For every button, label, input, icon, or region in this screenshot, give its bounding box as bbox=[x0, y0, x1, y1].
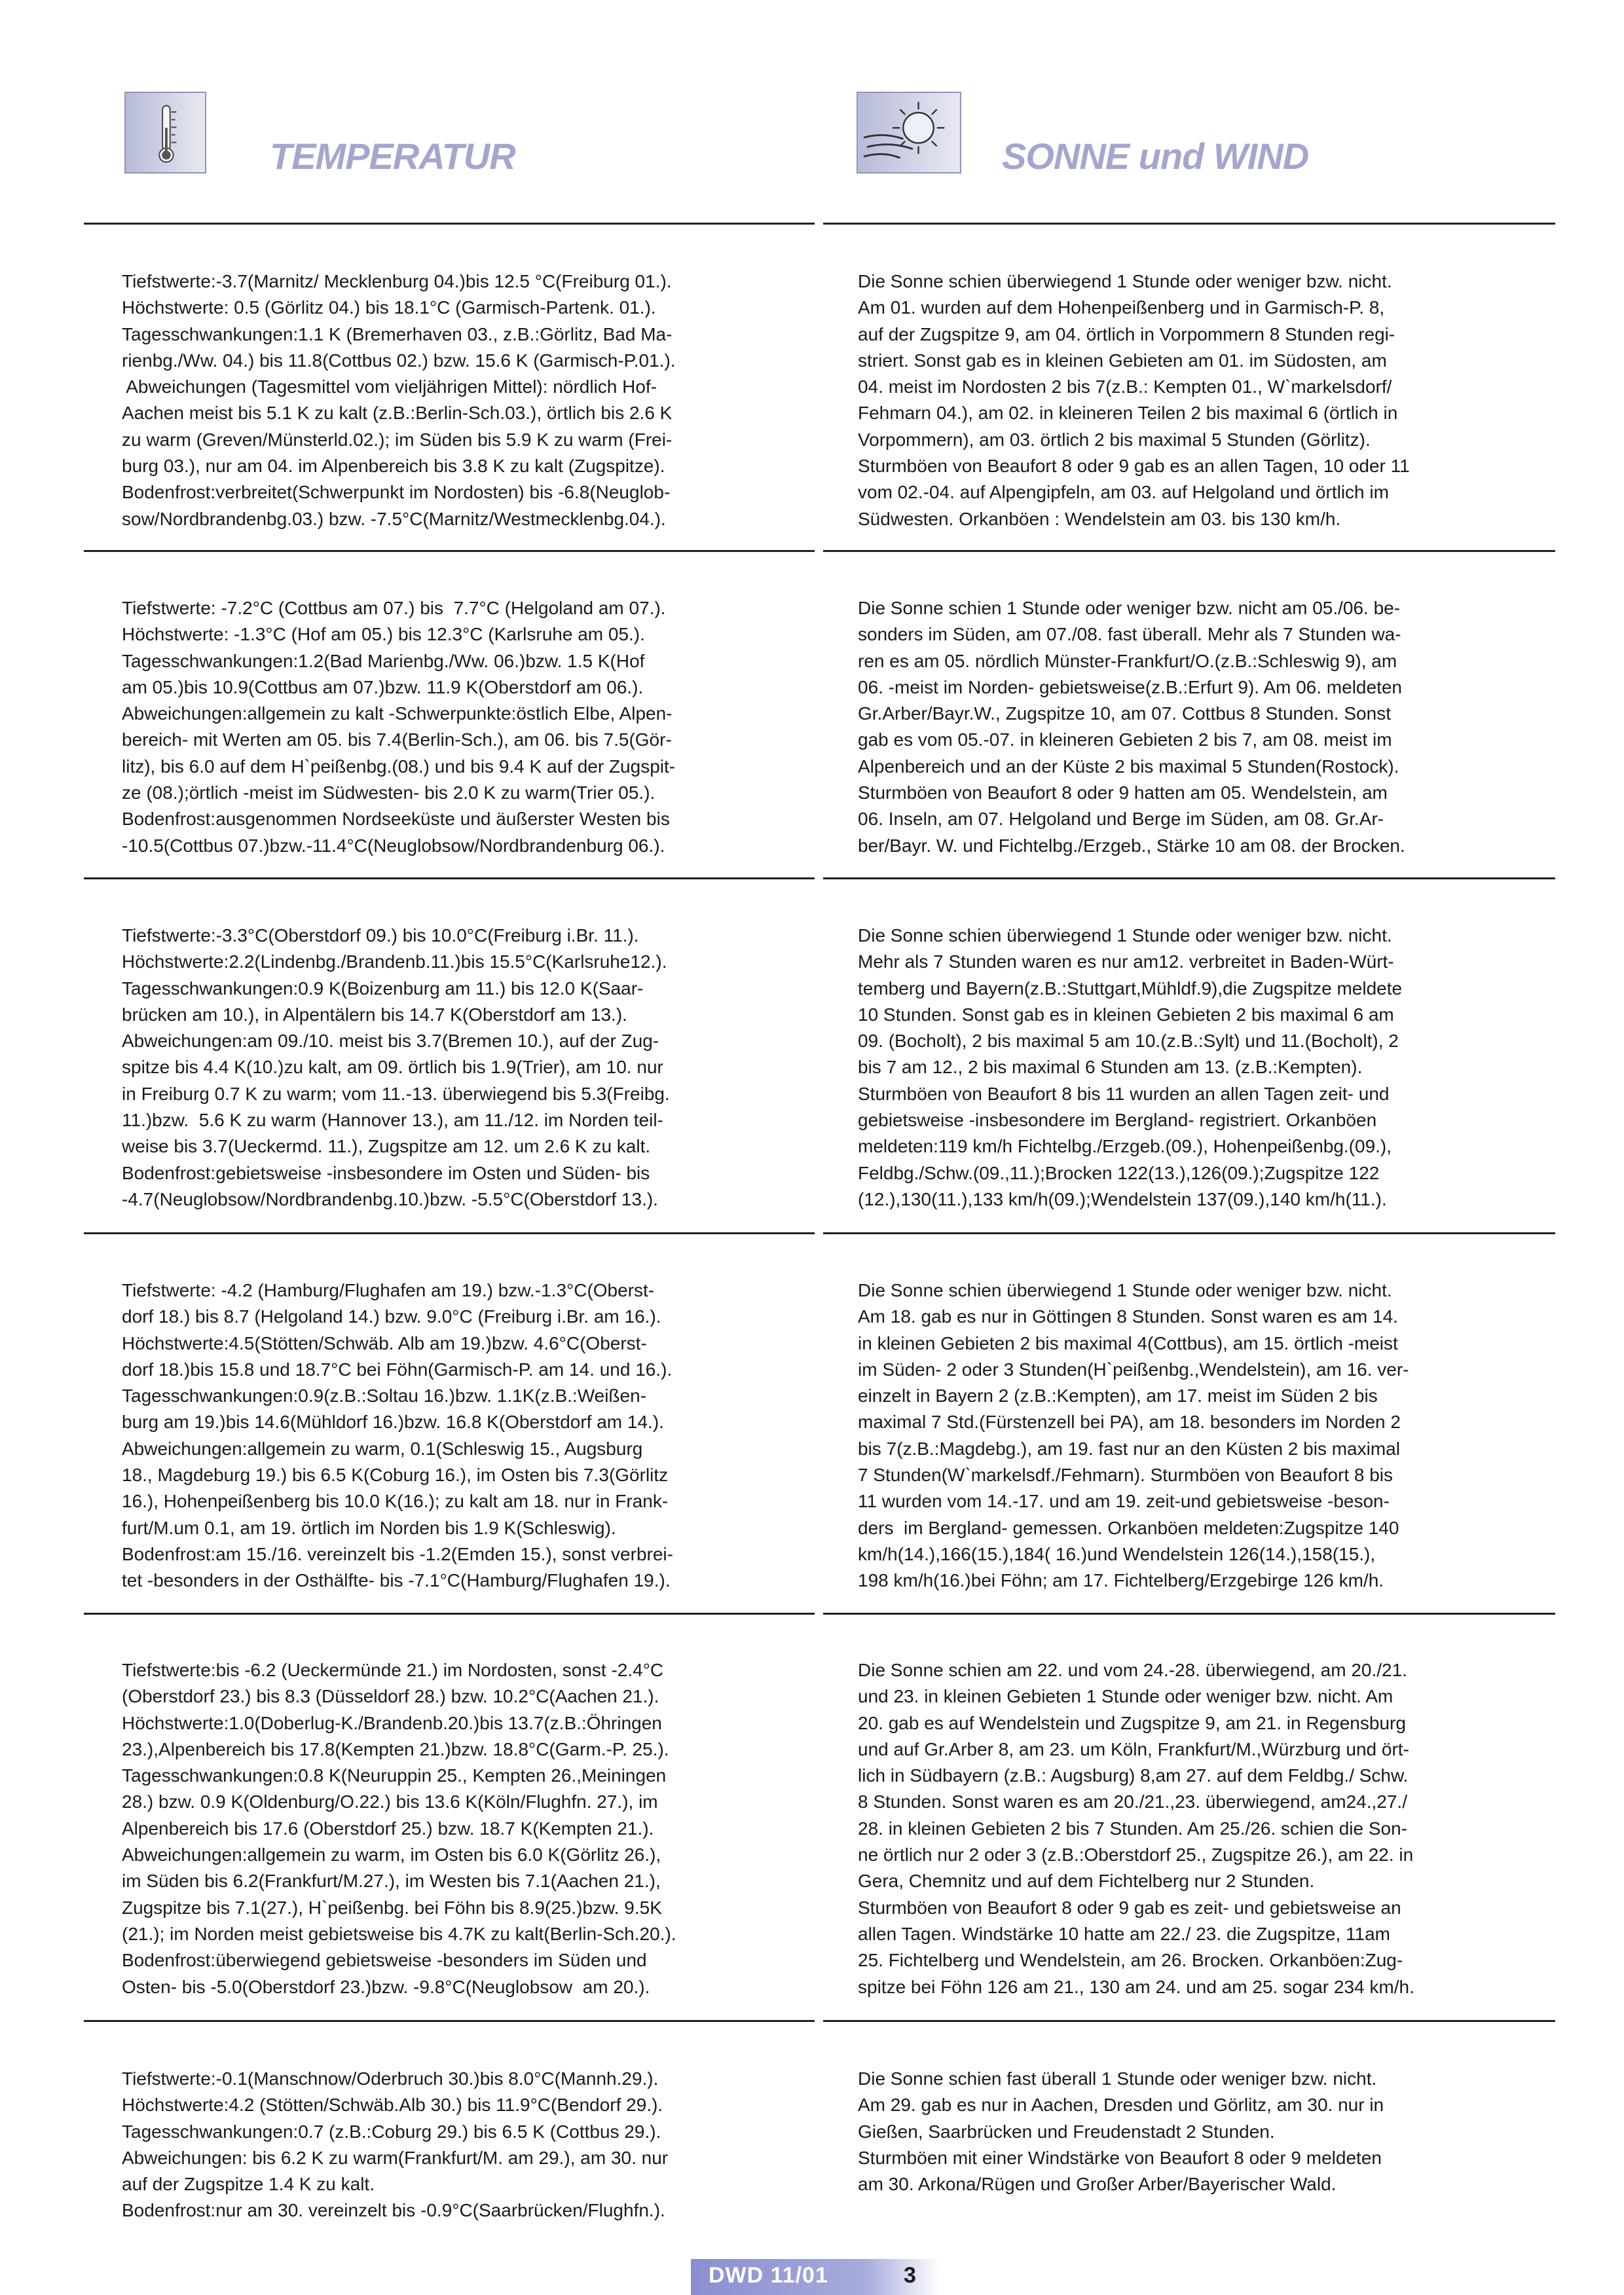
temperature-block-4: Tiefstwerte: -4.2 (Hamburg/Flughafen am 19.) bzw.-1.3°C(Oberst- dorf 18.) bis 8.7 (Helgoland 14.) bzw. 9.0°C (Freiburg i.Br. am 16.). Höchstwerte:4.5(Stötten/Schwäb. Alb am 19.)bzw. 4.6°C(Oberst- dorf 18.)bis 15.8 und 18.7°C bei Föhn(Garmisch-P. am 14. und 16.). Tagesschwankungen:0.9(z.B.:Soltau 16.)bzw. 1.1K(z.B.:Weißen- burg am 19.)bis 14.6(Mühldorf 16.)bzw. 16.8 K(Oberstdorf am 14.). Abweichungen:allgemein zu warm, 0.1(Schleswig 15., Augsburg 18., Magdeburg 19.) bis 6.5 K(Coburg 16.), im Osten bis 7.3(Görlitz 16.), Hohenpeißenberg bis 10.0 K(16.); zu kalt am 18. nur in Frank- furt/M.um 0.1, am 19. örtlich im Norden bis 1.9 K(Schleswig). Bodenfrost:am 15./16. vereinzelt bis -1.2(Emden 15.), sonst verbrei- tet -besonders in der Osthälfte- bis -7.1°C(Hamburg/Flughafen 19.). bbox=[122, 1280, 673, 1591]
footer-issue: DWD 11/01 bbox=[709, 2263, 828, 2288]
section-rule-left-4 bbox=[84, 1613, 815, 1615]
section-rule-left-3 bbox=[84, 1232, 815, 1234]
temperature-block-6: Tiefstwerte:-0.1(Manschnow/Oderbruch 30.)bis 8.0°C(Mannh.29.). Höchstwerte:4.2 (Stötten/Schwäb.Alb 30.) bis 11.9°C(Bendorf 29.). Tagesschwankungen:0.7 (z.B.:Coburg 29.) bis 6.5 K (Cottbus 29.). Abweichungen: bis 6.2 K zu warm(Frankfurt/M. am 29.), am 30. nur auf der Zugspitze 1.4 K zu kalt. Bodenfrost:nur am 30. vereinzelt bis -0.9°C(Saarbrücken/Flughfn.). bbox=[122, 2068, 669, 2221]
sun-wind-block-1: Die Sonne schien überwiegend 1 Stunde oder weniger bzw. nicht. Am 01. wurden auf dem Hohenpeißenberg und in Garmisch-P. 8, auf der Zugspitze 9, am 04. örtlich in Vorpommern 8 Stunden regi- striert. Sonst gab es in kleinen Gebieten am 01. im Südosten, am 04. meist im Nordosten 2 bis 7(z.B.: Kempten 01., W`markelsdorf/ Fehmarn 04.), am 02. in kleineren Teilen 2 bis maximal 6 (örtlich in Vorpommern), am 03. örtlich 2 bis maximal 5 Stunden (Görlitz). Sturmböen von Beaufort 8 oder 9 gab es an allen Tagen, 10 oder 11 vom 02.-04. auf Alpengipfeln, am 03. auf Helgoland und örtlich im Südwesten. Orkanböen : Wendelstein am 03. bis 130 km/h. bbox=[858, 271, 1410, 529]
top-rule-left bbox=[84, 223, 815, 225]
page-number: 3 bbox=[904, 2263, 916, 2288]
temperature-block-2: Tiefstwerte: -7.2°C (Cottbus am 07.) bis 7.7°C (Helgoland am 07.). Höchstwerte: -1.3°C (Hof am 05.) bis 12.3°C (Karlsruhe am 05.). Tagesschwankungen:1.2(Bad Marienbg./Ww. 06.)bzw. 1.5 K(Hof am 05.)bis 10.9(Cottbus am 07.)bzw. 11.9 K(Oberstdorf am 06.). Abweichungen:allgemein zu kalt -Schwerpunkte:östlich Elbe, Alpen- bereich- mit Werten am 05. bis 7.4(Berlin-Sch.), am 06. bis 7.5(Gör- litz), bis 6.0 auf dem H`peißenbg.(08.) und bis 9.4 K auf der Zugspit- ze (08.);örtlich -meist im Südwesten- bis 2.0 K zu warm(Trier 05.). Bodenfrost:ausgenommen Nordseeküste und äußerster Westen bis -10.5(Cottbus 07.)bzw.-11.4°C(Neuglobsow/Nordbrandenburg 06.). bbox=[122, 598, 676, 856]
sun-wind-block-5: Die Sonne schien am 22. und vom 24.-28. überwiegend, am 20./21. und 23. in kleinen Gebieten 1 Stunde oder weniger bzw. nicht. Am 20. gab es auf Wendelstein und Zugspitze 9, am 21. in Regensburg und auf Gr.Arber 8, am 23. um Köln, Frankfurt/M.,Würzburg und ört- lich in Südbayern (z.B.: Augsburg) 8,am 27. auf dem Feldbg./ Schw. 8 Stunden. Sonst waren es am 20./21.,23. überwiegend, am24.,27./ 28. in kleinen Gebieten 2 bis 7 Stunden. Am 25./26. schien die Son- ne örtlich nur 2 oder 3 (z.B.:Oberstdorf 25., Zugspitze 26.), am 22. in Gera, Chemnitz und auf dem Fichtelberg nur 2 Stunden. Sturmböen von Beaufort 8 oder 9 gab es zeit- und gebietsweise an allen Tagen. Windstärke 10 hatte am 22./ 23. die Zugspitze, 11am 25. Fichtelberg und Wendelstein, am 26. Brocken. Orkanböen:Zug- spitze bei Föhn 126 am 21., 130 am 24. und am 25. sogar 234 km/h. bbox=[858, 1660, 1414, 1997]
thermometer-icon bbox=[124, 92, 206, 174]
sun-wind-icon bbox=[857, 92, 961, 174]
section-rule-right-3 bbox=[823, 1232, 1555, 1234]
section-rule-right-5 bbox=[823, 2020, 1555, 2022]
section-rule-left-5 bbox=[84, 2020, 815, 2022]
top-rule-right bbox=[823, 223, 1555, 225]
sun-wind-block-6: Die Sonne schien fast überall 1 Stunde oder weniger bzw. nicht. Am 29. gab es nur in Aachen, Dresden und Görlitz, am 30. nur in Gießen, Saarbrücken und Freudenstadt 2 Stunden. Sturmböen mit einer Windstärke von Beaufort 8 oder 9 meldeten am 30. Arkona/Rügen und Großer Arber/Bayerischer Wald. bbox=[858, 2068, 1384, 2195]
section-rule-left-2 bbox=[84, 877, 815, 879]
temperature-block-1: Tiefstwerte:-3.7(Marnitz/ Mecklenburg 04.)bis 12.5 °C(Freiburg 01.). Höchstwerte: 0.5 (Görlitz 04.) bis 18.1°C (Garmisch-Partenk. 01.). Tagesschwankungen:1.1 K (Bremerhaven 03., z.B.:Görlitz, Bad Ma- rienbg./Ww. 04.) bis 11.8(Cottbus 02.) bzw. 15.6 K (Garmisch-P.01.). Abweichungen (Tagesmittel vom vieljährigen Mittel): nördlich Hof- Aachen meist bis 5.1 K zu kalt (z.B.:Berlin-Sch.03.), örtlich bis 2.6 K zu warm (Greven/Münsterld.02.); im Süden bis 5.9 K zu warm (Frei- burg 03.), nur am 04. im Alpenbereich bis 3.8 K zu kalt (Zugspitze). Bodenfrost:verbreitet(Schwerpunkt im Nordosten) bis -6.8(Neuglob- sow/Nordbrandenbg.03.) bzw. -7.5°C(Marnitz/Westmecklenbg.04.). bbox=[122, 271, 676, 529]
sun-wind-block-3: Die Sonne schien überwiegend 1 Stunde oder weniger bzw. nicht. Mehr als 7 Stunden waren es nur am12. verbreitet in Baden-Würt- temberg und Bayern(z.B.:Stuttgart,Mühldf.9),die Zugspitze meldete 10 Stunden. Sonst gab es in kleinen Gebieten 2 bis maximal 6 am 09. (Bocholt), 2 bis maximal 5 am 10.(z.B.:Sylt) und 11.(Bocholt), 2 bis 7 am 12., 2 bis maximal 6 Stunden am 13. (z.B.:Kempten). Sturmböen von Beaufort 8 bis 11 wurden an allen Tagen zeit- und gebietsweise -insbesondere im Bergland- registriert. Orkanböen meldeten:119 km/h Fichtelbg./Erzgeb.(09.), Hohenpeißenbg.(09.), Feldbg./Schw.(09.,11.);Brocken 122(13.),126(09.);Zugspitze 122 (12.),130(11.),133 km/h(09.);Wendelstein 137(09.),140 km/h(11.). bbox=[858, 925, 1403, 1209]
section-rule-right-1 bbox=[823, 550, 1555, 552]
sun-wind-block-4: Die Sonne schien überwiegend 1 Stunde oder weniger bzw. nicht. Am 18. gab es nur in Göttingen 8 Stunden. Sonst waren es am 14. in kleinen Gebieten 2 bis maximal 4(Cottbus), am 15. örtlich -meist im Süden- 2 oder 3 Stunden(H`peißenbg.,Wendelstein), am 16. ver- einzelt in Bayern 2 (z.B.:Kempten), am 17. meist im Süden 2 bis maximal 7 Std.(Fürstenzell bei PA), am 18. besonders im Norden 2 bis 7(z.B.:Magdebg.), am 19. fast nur an den Küsten 2 bis maximal 7 Stunden(W`markelsdf./Fehmarn). Sturmböen von Beaufort 8 bis 11 wurden vom 14.-17. und am 19. zeit-und gebietsweise -beson- ders im Bergland- gemessen. Orkanböen meldeten:Zugspitze 140 km/h(14.),166(15.),184( 16.)und Wendelstein 126(14.),158(15.), 198 km/h(16.)bei Föhn; am 17. Fichtelberg/Erzgebirge 126 km/h. bbox=[858, 1280, 1409, 1591]
temperature-heading: TEMPERATUR bbox=[270, 136, 515, 177]
section-rule-left-1 bbox=[84, 550, 815, 552]
sun-wind-heading: SONNE und WIND bbox=[1002, 136, 1309, 177]
temperature-block-3: Tiefstwerte:-3.3°C(Oberstdorf 09.) bis 10.0°C(Freiburg i.Br. 11.). Höchstwerte:2.2(Lindenbg./Brandenb.11.)bis 15.5°C(Karlsruhe12.). Tagesschwankungen:0.9 K(Boizenburg am 11.) bis 12.0 K(Saar- brücken am 10.), in Alpentälern bis 14.7 K(Oberstdorf am 13.). Abweichungen:am 09./10. meist bis 3.7(Bremen 10.), auf der Zug- spitze bis 4.4 K(10.)zu kalt, am 09. örtlich bis 1.9(Trier), am 10. nur in Freiburg 0.7 K zu warm; vom 11.-13. überwiegend bis 5.3(Freibg. 11.)bzw. 5.6 K zu warm (Hannover 13.), am 11./12. im Norden teil- weise bis 3.7(Ueckermd. 11.), Zugspitze am 12. um 2.6 K zu kalt. Bodenfrost:gebietsweise -insbesondere im Osten und Süden- bis -4.7(Neuglobsow/Nordbrandenbg.10.)bzw. -5.5°C(Oberstdorf 13.). bbox=[122, 925, 670, 1209]
temperature-block-5: Tiefstwerte:bis -6.2 (Ueckermünde 21.) im Nordosten, sonst -2.4°C (Oberstdorf 23.) bis 8.3 (Düsseldorf 28.) bzw. 10.2°C(Aachen 21.). Höchstwerte:1.0(Doberlug-K./Brandenb.20.)bis 13.7(z.B.:Öhringen 23.),Alpenbereich bis 17.8(Kempten 21.)bzw. 18.8°C(Garm.-P. 25.). Tagesschwankungen:0.8 K(Neuruppin 25., Kempten 26.,Meiningen 28.) bzw. 0.9 K(Oldenburg/O.22.) bis 13.6 K(Köln/Flughfn. 27.), im Alpenbereich bis 17.6 (Oberstdorf 25.) bzw. 18.7 K(Kempten 21.). Abweichungen:allgemein zu warm, im Osten bis 6.0 K(Görlitz 26.), im Süden bis 6.2(Frankfurt/M.27.), im Westen bis 7.1(Aachen 21.), Zugspitze bis 7.1(27.), H`peißenbg. bei Föhn bis 8.9(25.)bzw. 9.5K (21.); im Norden meist gebietsweise bis 4.7K zu kalt(Berlin-Sch.20.). Bodenfrost:überwiegend gebietsweise -besonders im Süden und Osten- bis -5.0(Oberstdorf 23.)bzw. -9.8°C(Neuglobsow am 20.). bbox=[122, 1660, 676, 1997]
sun-wind-block-2: Die Sonne schien 1 Stunde oder weniger bzw. nicht am 05./06. be- sonders im Süden, am 07./08. fast überall. Mehr als 7 Stunden wa- ren es am 05. nördlich Münster-Frankfurt/O.(z.B.:Schleswig 9), am 06. -meist im Norden- gebietsweise(z.B.:Erfurt 9). Am 06. meldeten Gr.Arber/Bayr.W., Zugspitze 10, am 07. Cottbus 8 Stunden. Sonst gab es vom 05.-07. in kleineren Gebieten 2 bis 7, am 08. meist im Alpenbereich und an der Küste 2 bis maximal 5 Stunden(Rostock). Sturmböen von Beaufort 8 oder 9 hatten am 05. Wendelstein, am 06. Inseln, am 07. Helgoland und Berge im Süden, am 08. Gr.Ar- ber/Bayr. W. und Fichtelbg./Erzgeb., Stärke 10 am 08. der Brocken. bbox=[858, 598, 1405, 856]
section-rule-right-2 bbox=[823, 877, 1555, 879]
section-rule-right-4 bbox=[823, 1613, 1555, 1615]
